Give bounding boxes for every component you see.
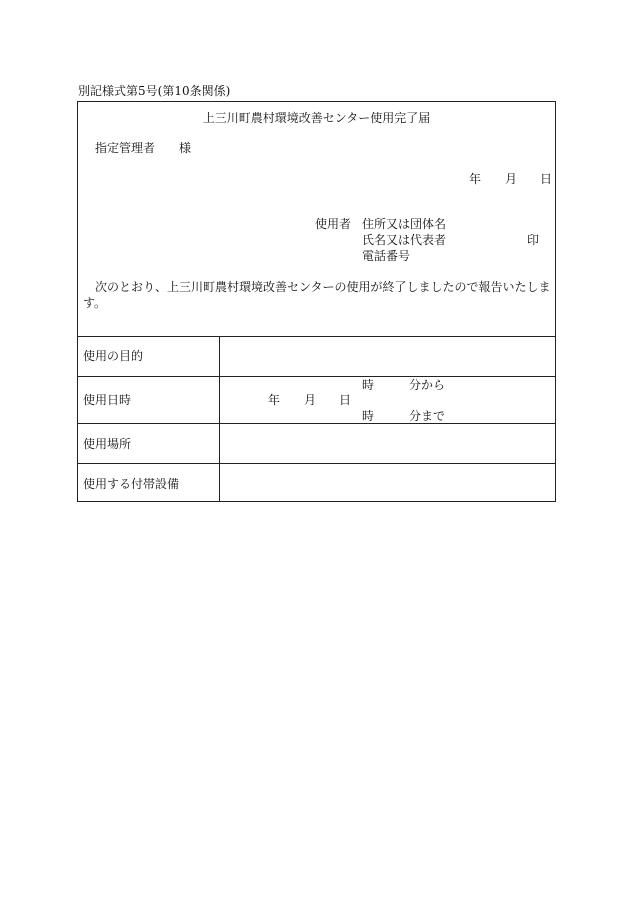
datetime-hour-until: 時 (362, 409, 375, 423)
row-divider (78, 463, 555, 464)
seal-mark: 印 (527, 233, 540, 247)
datetime-from-label: 分から (409, 378, 446, 392)
row-label-datetime: 使用日時 (83, 393, 132, 407)
body-text-line2: す。 (83, 296, 107, 310)
date-day-label: 日 (540, 172, 553, 186)
datetime-until-label: 分まで (409, 409, 446, 423)
row-divider (78, 376, 555, 377)
applicant-phone-label: 電話番号 (362, 249, 411, 263)
applicant-heading: 使用者 (315, 217, 352, 231)
datetime-day-label: 日 (339, 393, 352, 407)
form-title: 上三川町農村環境改善センター使用完了届 (202, 111, 431, 125)
row-label-equipment: 使用する付帯設備 (83, 477, 180, 491)
addressee-name: 指定管理者 (95, 141, 156, 155)
form-number-label: 別記様式第5号(第10条関係) (78, 84, 231, 98)
row-divider (78, 423, 555, 424)
body-text-line1: 次のとおり、上三川町農村環境改善センターの使用が終了しましたので報告いたしま (95, 280, 551, 294)
date-month-label: 月 (505, 172, 518, 186)
applicant-name-label: 氏名又は代表者 (362, 233, 447, 247)
datetime-year-label: 年 (268, 393, 281, 407)
column-divider (219, 336, 220, 501)
applicant-address-label: 住所又は団体名 (362, 217, 447, 231)
datetime-hour-from: 時 (362, 378, 375, 392)
row-label-purpose: 使用の目的 (83, 349, 144, 363)
form-box (77, 101, 556, 502)
row-label-place: 使用場所 (83, 437, 132, 451)
datetime-month-label: 月 (304, 393, 317, 407)
date-year-label: 年 (469, 172, 482, 186)
table-top-border (78, 336, 555, 337)
addressee-honorific: 様 (179, 141, 192, 155)
